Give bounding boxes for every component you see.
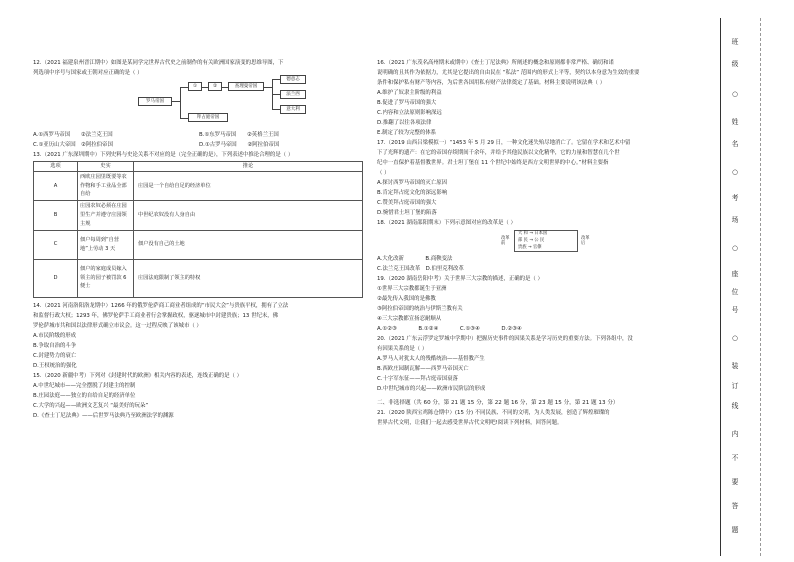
table-header: 史实: [78, 162, 134, 172]
binding-line: [720, 18, 721, 556]
q17-option-a[interactable]: A.探讨西罗马帝国的灭亡原因: [377, 180, 447, 186]
diagram-node-italy: 意大利: [280, 105, 306, 114]
q14-option-b[interactable]: B.争取自治的斗争: [33, 342, 77, 349]
q18-diagram: [377, 229, 707, 253]
binding-char: 级: [731, 60, 739, 68]
table-cell-inference: 中世纪农奴没有人身自由: [134, 201, 363, 230]
q18-options-row[interactable]: C.法兰克王国改革 D.伯里克利改革: [377, 266, 464, 272]
diagram-connector: [180, 87, 181, 118]
q20-stem-line: 20.（2021 广东云浮罗定罗城中学期中）把握历史事件的因果关系是学习历史的重要方法。下列各组中，没: [377, 336, 633, 342]
q16-option-d[interactable]: D.推翻了以往各项法律: [377, 120, 432, 126]
diagram-connector: [264, 87, 272, 88]
diagram-line: 大 和 → 日本国: [518, 231, 548, 236]
binding-dashed-line: [760, 18, 761, 556]
q14-option-a[interactable]: A.市民阶级的形成: [33, 332, 77, 339]
diagram-connector: [272, 79, 280, 80]
q15-stem: 15.（2020 新疆中考）下列对《封建时代的欧洲》相关内容的表述，连线正确的是（ ）: [33, 372, 243, 379]
binding-char: 场: [731, 216, 739, 224]
q13-stem: 13.（2021 广东深圳期中）下列史料与史论关系不对应的是（完全正确的是），下列表述中推论合理的是（ ）: [33, 152, 294, 158]
q15-option-b[interactable]: B.庄园法庭——独立的自给自足的经济单位: [33, 392, 136, 399]
binding-char: 题: [731, 526, 739, 534]
q19-item: ③阿拉伯帝国的统治与伊斯兰教有关: [377, 306, 463, 312]
q17-option-b[interactable]: B.肯定拜占庭文化的深远影响: [377, 190, 448, 196]
q16-option-a[interactable]: A.维护了奴隶主阶级的利益: [377, 90, 442, 96]
binding-char: 装: [731, 362, 739, 370]
q16-option-e[interactable]: E.制定了较为完整的体系: [377, 130, 437, 136]
table-cell-option: B: [34, 201, 78, 230]
q14-stem-line: 14.（2021 河南洛阳洛龙期中）1266 年的俄罗伦萨商工商业者组成的“市民大会”与贵族平权，拥有了立法: [33, 302, 289, 309]
binding-char: ○: [732, 244, 738, 252]
section-heading-nonchoice: 二、非选择题（共 60 分，第 21 题 15 分，第 22 题 16 分，第 23 题 15 分，第 21 题 13 分）: [377, 400, 619, 406]
table-cell-inference: 庄园是一个自给自足的经济单位: [134, 171, 363, 200]
q17-stem-line: （ ）: [377, 170, 390, 176]
q15-option-d[interactable]: D.《查士丁尼法典》——后世罗马法典乃至欧洲法学的渊源: [33, 412, 174, 419]
diagram-connector: [272, 94, 280, 95]
q16-stem-line: 说明确的且其作为依据力，尤其是它提出的自由民在 “私法” 范围内的形式上平等，契约以本身意为生效的重要: [377, 70, 640, 76]
diagram-connector: [172, 101, 180, 102]
q16-stem-line: 条件和保护私有财产等内容，为后世各国用私有财产法律奠定了基础。材料主要说明该法典（ ）: [377, 80, 606, 86]
q12-stem-line: 列选项中序号与国家或王朝对应正确的是（ ）: [33, 70, 143, 76]
binding-char: 班: [731, 38, 739, 46]
diagram-node-1: ①: [188, 82, 202, 91]
q20-option-d[interactable]: D.中世纪城市的兴起——欧洲市民阶层的形成: [377, 386, 486, 392]
binding-char: ○: [732, 90, 738, 98]
diagram-node-germany: 德意志: [280, 75, 306, 84]
q14-option-c[interactable]: C.封建势力的衰亡: [33, 352, 77, 359]
binding-char: 名: [731, 140, 739, 148]
table-header-row: [34, 162, 363, 172]
q16-stem-line: 16.（2021 广东茂名高州期末或期中）《查士丁尼法典》所阐述的概念和原则都非常严格、确切和诺: [377, 60, 614, 66]
diagram-connector: [180, 87, 188, 88]
table-cell-option: C: [34, 230, 78, 259]
q12-option-d[interactable]: D.①古罗马帝国 ②阿拉伯帝国: [199, 142, 280, 148]
table-cell-option: A: [34, 171, 78, 200]
table-row: [34, 230, 363, 259]
diagram-connector: [272, 109, 280, 110]
q20-stem-line: 有因果关系的是（ ）: [377, 346, 428, 352]
q15-option-a[interactable]: A.中世纪城市——完全摆脱了封建主的控制: [33, 382, 136, 389]
q17-stem-line: 纪中一直保护着基督教世界。君士坦丁堡在 11 个世纪中始终是西方文明世界的中心。”材料主要指: [377, 160, 609, 166]
diagram-connector: [180, 118, 188, 119]
q19-item: ④三大宗教都宣扬忍耐顺从: [377, 316, 442, 322]
q14-option-d[interactable]: D.王权统治的强化: [33, 362, 77, 369]
q18-options-row[interactable]: A.大化改新 B.商鞅变法: [377, 256, 453, 262]
table-header: 选项: [34, 162, 78, 172]
q16-option-b[interactable]: B.促进了罗马帝国的强大: [377, 100, 437, 106]
diagram-node-charlemagne: 查理曼帝国: [228, 82, 264, 91]
binding-char: ○: [732, 168, 738, 176]
binding-char: ○: [732, 334, 738, 342]
q17-stem-line: 17.（2019 山西吕梁模拟一）“1453 年 5 月 29 日，一种文化迷失殆尽地消亡了。它留在学术和艺术中留: [377, 140, 631, 146]
diagram-label-after: 改革后: [581, 236, 590, 246]
q12-option-a[interactable]: A.①西罗马帝国 ②法兰克王国: [33, 132, 113, 138]
q12-options-row: [33, 140, 365, 150]
table-cell-option: D: [34, 259, 78, 297]
binding-char: 线: [731, 402, 739, 410]
table-cell-fact: 佃户的家庭成员嫁入领主的园子被罚款 6 便士: [78, 259, 134, 297]
diagram-line: 部 民 → 公 民: [518, 238, 545, 243]
table-row: [34, 201, 363, 230]
q19-item: ①世界三大宗教都诞生于亚洲: [377, 286, 447, 292]
binding-char: 内: [731, 430, 739, 438]
diagram-node-france: 法兰西: [280, 90, 306, 99]
q21-stem-line: 世界古代文明，让我们一起去感受世界古代文明吧!阅读下列材料，回答问题。: [377, 420, 563, 426]
binding-char: 座: [731, 270, 739, 278]
binding-char: 答: [731, 502, 739, 510]
q12-stem-line: 12.（2021 福建泉州晋江期中）如图是某同学完世界古代史之前制作的有关欧洲国家演变的思维导图，下: [33, 60, 284, 66]
q16-option-c[interactable]: C.内容和立法原则影响深远: [377, 110, 442, 116]
q21-stem-line: 21.（2020 陕西宝鸡陈仓期中）(15 分) 不同民族、不同的文明，为人类发展，创造了辉煌璀璨的: [377, 410, 610, 416]
table-row: [34, 259, 363, 297]
diagram-node-2: ②: [208, 82, 222, 91]
q17-option-c[interactable]: C.赞美拜占庭帝国的强大: [377, 200, 437, 206]
binding-strip: [728, 18, 742, 558]
q19-options-row[interactable]: A.①②③ B.①②④ C.①③④ D.②③④: [377, 326, 522, 332]
q12-mind-map: [33, 79, 365, 129]
q12-option-c[interactable]: C.①亚历山大帝国 ②阿拉伯帝国: [33, 142, 113, 148]
table-cell-fact: 佃户每周到“自营地”上劳动 3 天: [78, 230, 134, 259]
table-header: 推论: [134, 162, 363, 172]
table-cell-fact: 庄园农奴必须在庄园里生产并遵守庄园领主规: [78, 201, 134, 230]
q20-option-b[interactable]: B.西欧庄园制瓦解——西罗马帝国灭亡: [377, 366, 469, 372]
table-row: [34, 171, 363, 200]
q14-stem-line: 和监督行政大权；1293 年，佛罗伦萨手工商业者行会掌握政权，驱逐城市中封建贵族；13 世纪末，佛: [33, 312, 279, 319]
table-cell-inference: 庄园法庭限制了领主的特权: [134, 259, 363, 297]
binding-char: 考: [731, 194, 739, 202]
q19-stem: 19.（2020 湖南岳阳中考）关于世界三大宗教的描述，正确的是（ ）: [377, 276, 543, 282]
binding-char: 姓: [731, 118, 739, 126]
binding-char: 订: [731, 382, 739, 390]
table-cell-inference: 佃户没有自己的土地: [134, 230, 363, 259]
binding-char: 要: [731, 478, 739, 486]
diagram-label-before: 改革前: [501, 236, 510, 246]
diagram-node-roman: 罗马帝国: [138, 97, 172, 106]
diagram-node-byzantine: 拜占庭帝国: [188, 113, 228, 122]
q19-item: ②最先传入我国的是佛教: [377, 296, 436, 302]
q14-stem-line: 罗伦萨城市共和国以法律形式确立市议会。这一过程反映了该城市（ ）: [33, 322, 202, 329]
q17-option-d[interactable]: D.惋惜君士坦丁堡的陷落: [377, 210, 437, 216]
q18-stem: 18.（2021 湖南邵阳期末）下列示意图对应的改革是（ ）: [377, 220, 516, 226]
q15-option-c[interactable]: C.大学的兴起——欧洲文艺复兴 “最美好的玩朵”: [33, 402, 149, 409]
binding-char: 不: [731, 454, 739, 462]
q12-option-b[interactable]: B.①东罗马帝国 ②英格兰王国: [199, 132, 279, 138]
right-column: [377, 58, 707, 428]
q13-table: [33, 161, 363, 298]
left-column: [33, 58, 365, 421]
binding-char: 号: [731, 306, 739, 314]
table-cell-fact: 西欧庄园里既要等农作物和手工业品全部自给: [78, 171, 134, 200]
q12-options-row: [33, 130, 365, 140]
q20-option-c[interactable]: C.十字军东征——拜占庭帝国衰落: [377, 376, 458, 382]
q17-stem-line: 下了光辉的遗产：在它的帝国存续期间千余年，并给予其他民族以文化精华，它的力量和智慧在几个世: [377, 150, 620, 156]
q20-option-a[interactable]: A.罗马人对犹太人的残酷统治——基督教产生: [377, 356, 485, 362]
binding-char: 位: [731, 288, 739, 296]
diagram-line: 贵族 → 官僚: [518, 245, 542, 250]
